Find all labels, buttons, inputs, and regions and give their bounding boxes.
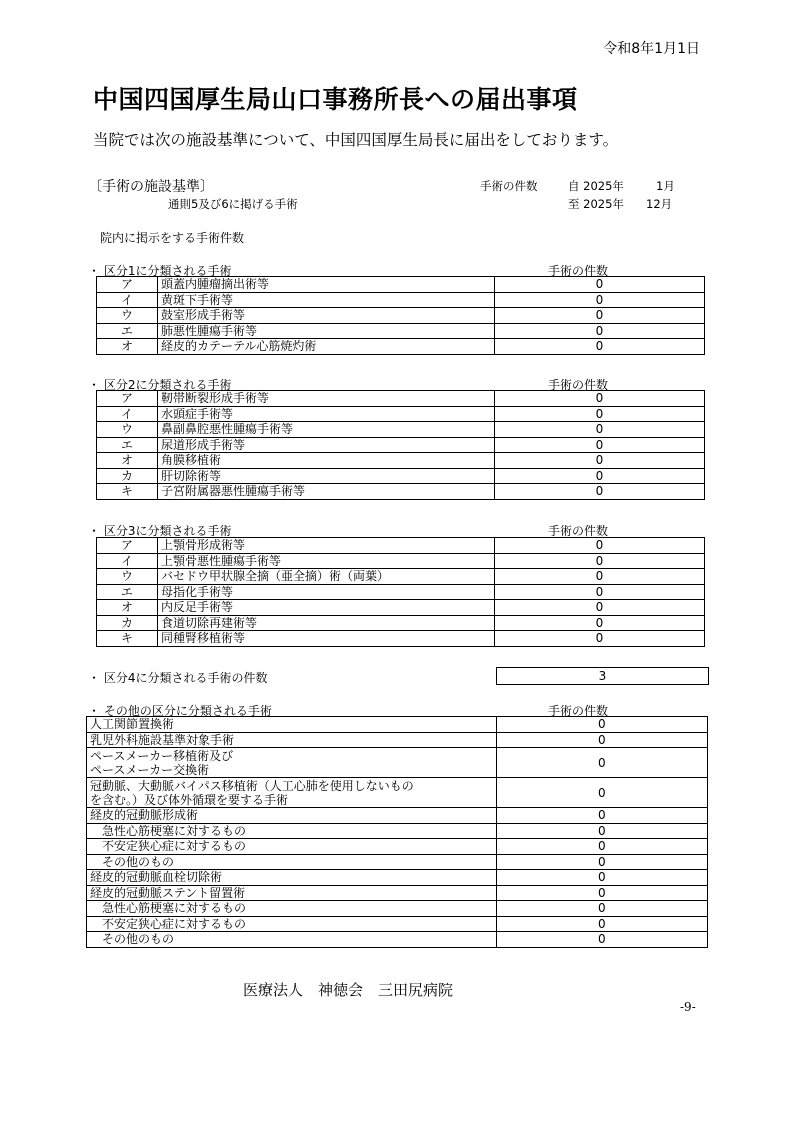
row-key: オ [97, 600, 158, 616]
procedure-name-line: その他のもの [90, 932, 175, 947]
cat3-title: ・ 区分3に分類される手術 [88, 524, 232, 538]
period-to-month: 12月 [646, 197, 673, 211]
table-row [97, 553, 705, 569]
procedure-name: 靭帯断裂形成手術等 [158, 391, 495, 407]
procedure-name [87, 854, 497, 870]
row-key: キ [97, 631, 158, 647]
procedure-name-line: 不安定狭心症に対するもの [90, 839, 247, 854]
procedure-count: 0 [496, 916, 707, 932]
period-from-month: 1月 [656, 179, 675, 193]
procedure-name: 母指化手術等 [158, 584, 495, 600]
procedure-count: 0 [496, 732, 707, 748]
row-key: キ [97, 484, 158, 500]
table-row [97, 323, 705, 339]
cat3-count-header: 手術の件数 [548, 524, 609, 538]
table-row [97, 538, 705, 554]
procedure-name [87, 901, 497, 917]
procedure-count: 0 [496, 808, 707, 824]
table-row [87, 732, 708, 748]
cat4-count: 3 [496, 667, 709, 685]
procedure-name-line: 急性心筋梗塞に対するもの [90, 901, 247, 916]
table-row [87, 808, 708, 824]
cat2-count-header: 手術の件数 [548, 378, 609, 392]
procedure-name-line: 人工関節置換術 [90, 717, 175, 732]
procedure-name-line: を含む。）及び体外循環を要する手術 [90, 792, 289, 807]
table-row [97, 277, 705, 293]
cat3-table [96, 537, 705, 647]
table-row [87, 748, 708, 778]
table-row [87, 901, 708, 917]
procedure-name-line: 急性心筋梗塞に対するもの [90, 823, 247, 838]
section-subheading: 通則5及び6に掲げる手術 [168, 197, 298, 211]
row-key: イ [97, 553, 158, 569]
procedure-count: 0 [495, 584, 705, 600]
procedure-count: 0 [495, 569, 705, 585]
procedure-count: 0 [495, 538, 705, 554]
row-key: カ [97, 615, 158, 631]
table-row [97, 437, 705, 453]
table-row [87, 932, 708, 948]
procedure-name: バセドウ甲状腺全摘（亜全摘）術（両葉） [158, 569, 495, 585]
procedure-count: 0 [496, 901, 707, 917]
procedure-name: 水頭症手術等 [158, 406, 495, 422]
table-row [97, 468, 705, 484]
procedure-name: 黄斑下手術等 [158, 292, 495, 308]
cat1-count-header: 手術の件数 [548, 264, 609, 278]
procedure-count: 0 [495, 484, 705, 500]
table-row [97, 391, 705, 407]
table-row [97, 615, 705, 631]
page-number: -9- [680, 1000, 696, 1014]
period-from: 自 2025年 [568, 179, 624, 193]
table-row [97, 600, 705, 616]
row-key: ウ [97, 422, 158, 438]
procedure-name [87, 808, 497, 824]
procedure-count: 0 [495, 308, 705, 324]
procedure-count: 0 [495, 600, 705, 616]
procedure-count: 0 [495, 277, 705, 293]
procedure-name-line: ペースメーカー交換術 [90, 762, 210, 777]
procedure-count: 0 [496, 932, 707, 948]
procedure-name: 上顎骨形成術等 [158, 538, 495, 554]
procedure-name: 子宮附属器悪性腫瘍手術等 [158, 484, 495, 500]
procedure-name [87, 717, 497, 733]
procedure-count: 0 [496, 885, 707, 901]
row-key: オ [97, 339, 158, 355]
procedure-name: 尿道形成手術等 [158, 437, 495, 453]
procedure-count: 0 [495, 391, 705, 407]
procedure-name [87, 870, 497, 886]
row-key: ア [97, 538, 158, 554]
procedure-count: 0 [496, 778, 707, 808]
procedure-name [87, 885, 497, 901]
procedure-name-line: 経皮的冠動脈血栓切除術 [90, 870, 223, 885]
table-row [97, 453, 705, 469]
procedure-name: 同種腎移植術等 [158, 631, 495, 647]
table-row [97, 631, 705, 647]
procedure-count: 0 [496, 854, 707, 870]
procedure-name [87, 823, 497, 839]
procedure-count: 0 [495, 406, 705, 422]
procedure-name: 鼻副鼻腔悪性腫瘍手術等 [158, 422, 495, 438]
procedure-count: 0 [495, 323, 705, 339]
row-key: イ [97, 292, 158, 308]
page-title: 中国四国厚生局山口事務所長への届出事項 [93, 85, 578, 114]
procedure-name: 頭蓋内腫瘤摘出術等 [158, 277, 495, 293]
table-row [87, 778, 708, 808]
period-label: 手術の件数 [480, 179, 538, 193]
procedure-name: 肝切除術等 [158, 468, 495, 484]
row-key: オ [97, 453, 158, 469]
procedure-name-line: ペースメーカー移植術及び [90, 748, 234, 763]
table-row [87, 870, 708, 886]
procedure-name-line: その他のもの [90, 854, 175, 869]
procedure-count: 0 [495, 615, 705, 631]
procedure-name-line: 不安定狭心症に対するもの [90, 916, 247, 931]
table-row [97, 484, 705, 500]
procedure-count: 0 [496, 839, 707, 855]
row-key: エ [97, 437, 158, 453]
table-row [97, 569, 705, 585]
row-key: ア [97, 277, 158, 293]
procedure-name: 経皮的カテーテル心筋焼灼術 [158, 339, 495, 355]
cat2-title: ・ 区分2に分類される手術 [88, 378, 232, 392]
procedure-name: 上顎骨悪性腫瘍手術等 [158, 553, 495, 569]
row-key: ア [97, 391, 158, 407]
procedure-name [87, 839, 497, 855]
procedure-name-line: 経皮的冠動脈形成術 [90, 808, 199, 823]
procedure-name: 鼓室形成手術等 [158, 308, 495, 324]
row-key: ウ [97, 569, 158, 585]
procedure-count: 0 [495, 453, 705, 469]
procedure-name: 角膜移植術 [158, 453, 495, 469]
other-title: ・ その他の区分に分類される手術 [88, 704, 272, 718]
row-key: イ [97, 406, 158, 422]
document-date: 令和8年1月1日 [603, 41, 700, 57]
table-row [97, 292, 705, 308]
row-key: カ [97, 468, 158, 484]
row-key: ウ [97, 308, 158, 324]
procedure-count: 0 [496, 748, 707, 778]
procedure-name: 内反足手術等 [158, 600, 495, 616]
table-row [87, 854, 708, 870]
procedure-count: 0 [495, 468, 705, 484]
table-row [87, 916, 708, 932]
procedure-name [87, 916, 497, 932]
table-row [97, 422, 705, 438]
procedure-name [87, 732, 497, 748]
procedure-name [87, 778, 497, 808]
other-table [86, 716, 708, 948]
table-row [87, 717, 708, 733]
procedure-count: 0 [496, 823, 707, 839]
procedure-count: 0 [495, 553, 705, 569]
row-key: エ [97, 584, 158, 600]
procedure-name-line: 冠動脈、大動脈バイパス移植術（人工心肺を使用しないもの [90, 778, 414, 793]
other-count-header: 手術の件数 [548, 704, 609, 718]
procedure-name-line: 経皮的冠動脈ステント留置術 [90, 885, 246, 900]
table-row [87, 839, 708, 855]
procedure-name [87, 932, 497, 948]
procedure-name [87, 748, 497, 778]
cat2-table [96, 390, 705, 500]
period-to: 至 2025年 [568, 197, 624, 211]
procedure-count: 0 [495, 631, 705, 647]
cat1-title: ・ 区分1に分類される手術 [88, 264, 232, 278]
lead-text: 当院では次の施設基準について、中国四国厚生局長に届出をしております。 [93, 131, 619, 149]
procedure-count: 0 [495, 437, 705, 453]
row-key: エ [97, 323, 158, 339]
procedure-count: 0 [495, 292, 705, 308]
cat1-table [96, 276, 705, 355]
hospital-name: 医療法人 神徳会 三田尻病院 [243, 981, 454, 999]
procedure-count: 0 [495, 422, 705, 438]
table-row [87, 885, 708, 901]
table-row [97, 308, 705, 324]
table-row [97, 339, 705, 355]
procedure-name: 肺悪性腫瘍手術等 [158, 323, 495, 339]
section-heading: 〔手術の施設基準〕 [88, 179, 214, 195]
table-row [97, 584, 705, 600]
table-row [87, 823, 708, 839]
procedure-count: 0 [496, 717, 707, 733]
cat4-title: ・ 区分4に分類される手術の件数 [88, 671, 268, 685]
procedure-count: 0 [496, 870, 707, 886]
table-row [97, 406, 705, 422]
procedure-name: 食道切除再建術等 [158, 615, 495, 631]
intra-label: 院内に掲示をする手術件数 [100, 231, 245, 245]
procedure-name-line: 乳児外科施設基準対象手術 [90, 732, 235, 747]
procedure-count: 0 [495, 339, 705, 355]
